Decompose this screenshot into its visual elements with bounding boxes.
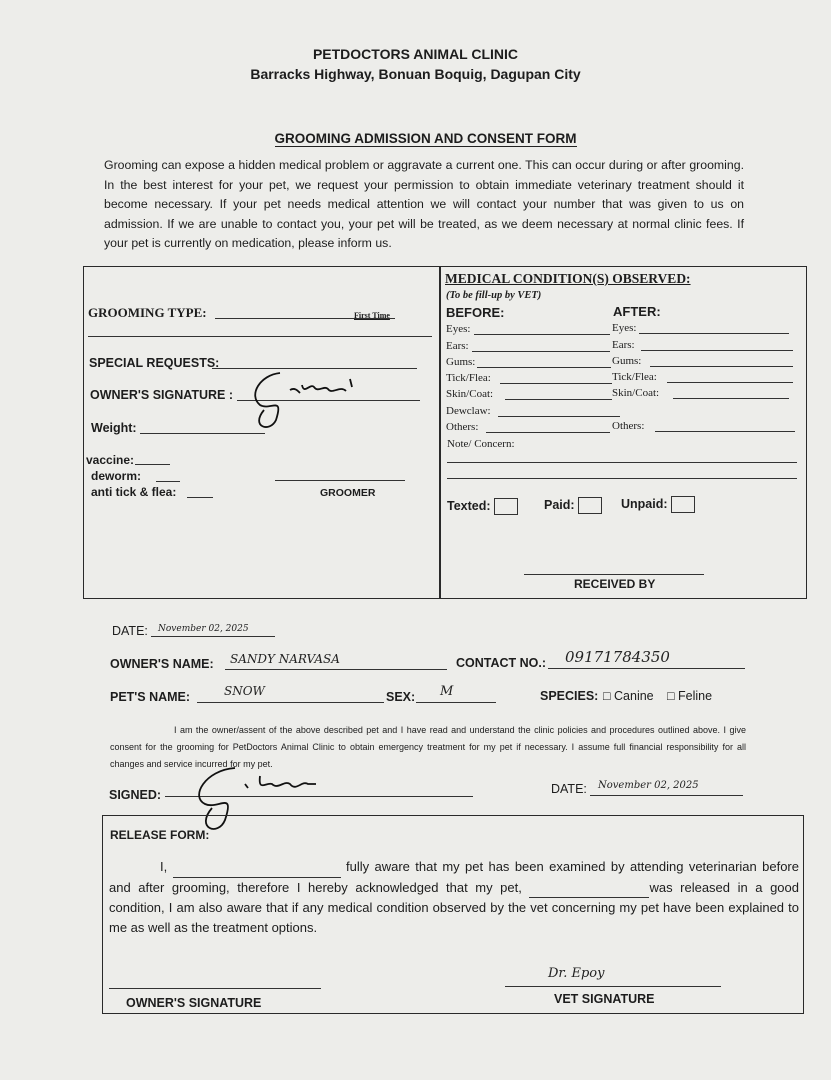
sex-value: M	[440, 684, 454, 699]
pet-name-value: SNOW	[224, 684, 265, 698]
deworm-label: deworm:	[91, 469, 142, 483]
after-item-label: Tick/Flea:	[612, 371, 657, 383]
vaccine-label: vaccine:	[86, 453, 135, 467]
contact-label: CONTACT NO.:	[456, 656, 547, 670]
special-requests-label: SPECIAL REQUESTS:	[89, 356, 220, 370]
after-item-field[interactable]	[673, 398, 789, 399]
before-item-field[interactable]	[474, 334, 610, 335]
anti-tick-label: anti tick & flea:	[91, 485, 177, 499]
release-text-a: I,	[160, 859, 173, 874]
signed-label: SIGNED:	[109, 788, 162, 802]
owner-signature-drawing	[240, 365, 370, 435]
groomer-signature-line[interactable]	[275, 480, 405, 481]
paid-label: Paid:	[544, 497, 575, 512]
paid-checkbox-row[interactable]	[544, 497, 602, 514]
received-by-line[interactable]	[524, 574, 704, 575]
release-text	[109, 857, 799, 937]
after-label: AFTER:	[613, 304, 661, 319]
date-label: DATE:	[112, 624, 148, 638]
unpaid-checkbox[interactable]	[671, 496, 695, 513]
after-item-label: Gums:	[612, 355, 642, 367]
release-owner-signature-line[interactable]	[109, 988, 321, 989]
after-item-field[interactable]	[641, 350, 793, 351]
vaccine-field[interactable]	[135, 464, 170, 465]
pet-name-field[interactable]	[197, 702, 384, 703]
vet-signature-label: VET SIGNATURE	[554, 992, 655, 1006]
grooming-type-label: GROOMING TYPE:	[88, 305, 207, 320]
release-title: RELEASE FORM:	[110, 828, 210, 842]
before-item-field[interactable]	[472, 351, 610, 352]
anti-tick-field[interactable]	[187, 497, 213, 498]
weight-label: Weight:	[91, 421, 137, 435]
paid-checkbox[interactable]	[578, 497, 602, 514]
date-field[interactable]	[151, 636, 275, 637]
consent-line-1: I am the owner/assent of the above described pet and I have read and understand the clinic policies and procedures outlined above.	[174, 725, 721, 735]
consent-date-value: November 02, 2025	[598, 780, 699, 791]
after-item-label: Others:	[612, 420, 645, 432]
clinic-address: Barracks Highway, Bonuan Boquig, Dagupan City	[250, 66, 581, 82]
before-item-field[interactable]	[477, 367, 611, 368]
note-line-2[interactable]	[447, 478, 797, 479]
before-item-label: Gums:	[446, 356, 476, 368]
release-text-b: fully aware that my pet has been examined by attending veterinarian before and after grooming, therefore I hereby acknowledged that my pet,	[109, 859, 799, 895]
contact-value: 09171784350	[565, 648, 670, 666]
after-item-field[interactable]	[639, 333, 789, 334]
before-item-label: Others:	[446, 421, 479, 433]
before-item-field[interactable]	[486, 432, 610, 433]
species-label: SPECIES:	[540, 689, 599, 703]
after-item-label: Skin/Coat:	[612, 387, 660, 399]
texted-checkbox[interactable]	[494, 498, 518, 515]
texted-checkbox-row[interactable]	[447, 498, 518, 515]
before-item-label: Ears:	[446, 340, 469, 352]
species-canine-option[interactable]: □ Canine	[603, 689, 654, 703]
medical-subtitle: (To be fill-up by VET)	[446, 290, 542, 301]
before-item-field[interactable]	[500, 383, 612, 384]
box-divider	[439, 267, 441, 598]
form-title: GROOMING ADMISSION AND CONSENT FORM	[274, 131, 577, 146]
after-item-field[interactable]	[667, 382, 793, 383]
consent-date-label: DATE:	[551, 782, 587, 796]
unpaid-checkbox-row[interactable]	[621, 496, 695, 513]
before-item-field[interactable]	[505, 399, 612, 400]
clinic-name: PETDOCTORS ANIMAL CLINIC	[312, 46, 519, 62]
owner-name-field[interactable]	[225, 669, 447, 670]
medical-title: MEDICAL CONDITION(S) OBSERVED:	[445, 271, 691, 286]
owner-name-label: OWNER'S NAME:	[110, 657, 214, 671]
date-value: November 02, 2025	[158, 624, 249, 634]
vet-signature-line[interactable]	[505, 986, 721, 987]
owner-name-value: SANDY NARVASA	[230, 652, 340, 666]
sex-field[interactable]	[416, 702, 496, 703]
note-label: Note/ Concern:	[447, 438, 515, 450]
owner-signature-label: OWNER'S SIGNATURE :	[90, 388, 234, 402]
consent-date-field[interactable]	[590, 795, 743, 796]
pet-name-label: PET'S NAME:	[110, 690, 191, 704]
sex-label: SEX:	[386, 690, 416, 704]
received-by-label: RECEIVED BY	[574, 577, 656, 591]
grooming-type-extra-line	[88, 336, 432, 337]
deworm-field[interactable]	[156, 481, 180, 482]
after-item-field[interactable]	[650, 366, 793, 367]
weight-field[interactable]	[140, 433, 265, 434]
before-item-label: Tick/Flea:	[446, 372, 491, 384]
vet-signed-name: Dr. Epoy	[548, 966, 605, 981]
contact-field[interactable]	[548, 668, 745, 669]
grooming-type-value: First Time	[354, 311, 390, 320]
before-item-label: Eyes:	[446, 323, 471, 335]
before-item-field[interactable]	[498, 416, 620, 417]
after-item-label: Eyes:	[612, 322, 637, 334]
before-item-label: Dewclaw:	[446, 405, 491, 417]
species-feline-option[interactable]: □ Feline	[667, 689, 713, 703]
after-item-field[interactable]	[655, 431, 795, 432]
groomer-label: GROOMER	[320, 487, 376, 499]
consent-line-2: I give consent for the grooming for PetDoctors Animal Clinic to obtain emergency treatment for my pet if necessary. I assume full financial responsibility for all changes and service incurred for my pet.	[110, 725, 746, 769]
texted-label: Texted:	[447, 498, 491, 513]
release-pet-name-field[interactable]	[529, 878, 649, 899]
release-owner-signature-label: OWNER'S SIGNATURE	[126, 996, 262, 1010]
before-label: BEFORE:	[446, 305, 505, 320]
release-text-c: was released in a good condition, I am also aware that if any medical condition observed by the vet concerning my pet have been explained to me as well as the treatment options.	[109, 879, 799, 935]
after-item-label: Ears:	[612, 339, 635, 351]
before-item-label: Skin/Coat:	[446, 388, 494, 400]
release-owner-name-field[interactable]	[173, 857, 341, 878]
unpaid-label: Unpaid:	[621, 496, 668, 511]
intro-paragraph: Grooming can expose a hidden medical problem or aggravate a current one. This can occur during or after grooming. In the best interest for your pet, we request your permission to obtain immediate veterinary treatment should it become necessary. If your pet needs medical attention we will contact your number that was given to us on admission. If we are unable to contact you, your pet will be treated, as we deem necessary at normal clinic fees. If your pet is currently on medication, please inform us.	[104, 158, 744, 250]
note-line-1[interactable]	[447, 462, 797, 463]
